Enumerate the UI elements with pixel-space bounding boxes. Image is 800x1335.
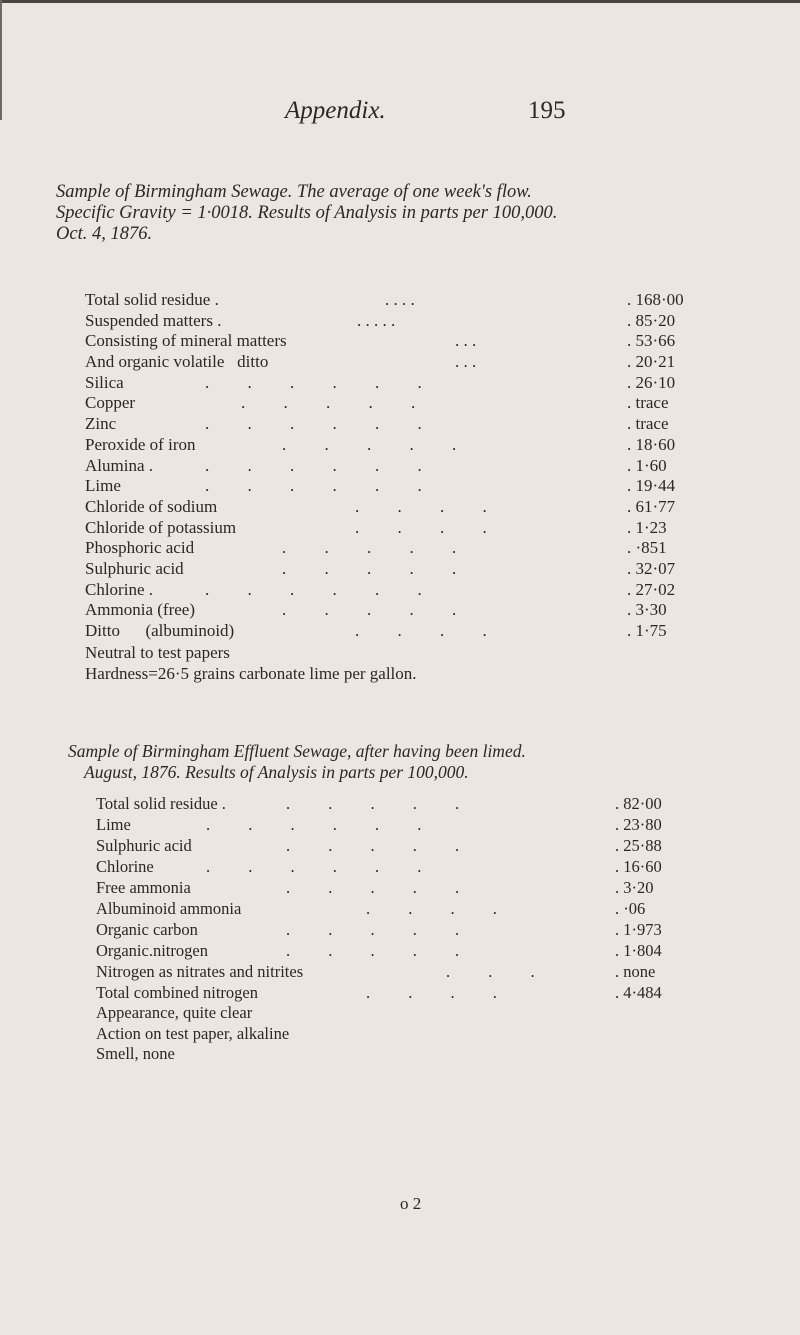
section2-caption (68, 741, 526, 782)
dot-leaders: . . . . . (282, 538, 457, 558)
row-label: Albuminoid ammonia (96, 899, 242, 918)
row-label: Lime (96, 815, 131, 834)
dot-leaders: . . . (455, 331, 477, 351)
page-edge-left (0, 0, 2, 120)
table-row (85, 538, 705, 559)
table-row (85, 435, 705, 456)
section2-note-action: Action on test paper, alkaline (96, 1023, 290, 1043)
row-value: . 3·30 (627, 600, 667, 620)
table-row (85, 518, 705, 539)
table-row (96, 835, 706, 856)
table-row (96, 814, 706, 835)
table-row (96, 919, 706, 940)
dot-leaders: . . . . (355, 517, 487, 537)
section2-note-appearance: Appearance, quite clear (96, 1003, 253, 1022)
running-title: Appendix. (285, 97, 386, 124)
row-value: . 4·484 (615, 983, 662, 1002)
row-value: . 3·20 (615, 878, 654, 897)
row-label: Organic carbon (96, 920, 198, 939)
dot-leaders: . . . . (366, 983, 497, 1002)
dot-leaders: . . . . . (282, 600, 457, 620)
dot-leaders: . . . . (366, 899, 497, 918)
dot-leaders: . . . . . (282, 558, 457, 578)
table-row (85, 497, 705, 518)
row-value: . 20·21 (627, 352, 676, 372)
row-value: . 1·973 (615, 920, 662, 939)
row-label: Ammonia (free) (85, 600, 195, 620)
table-row (85, 352, 705, 373)
row-label: Lime (85, 476, 121, 496)
dot-leaders: . . . (455, 352, 477, 372)
row-label: Chlorine . (85, 579, 153, 599)
dot-leaders: . . . . . . (206, 815, 422, 834)
table-row (85, 393, 705, 414)
table-row (85, 559, 705, 580)
table-row (85, 580, 705, 601)
row-value: . 53·66 (627, 331, 676, 351)
row-label: Total solid residue . (85, 290, 219, 309)
row-value: . 168·00 (627, 290, 684, 309)
section1-caption-line2: Specific Gravity = 1·0018. Results of Analysis in parts per 100,000. (56, 203, 558, 223)
row-value: . none (615, 962, 656, 981)
table-row (85, 373, 705, 394)
row-value: . 26·10 (627, 372, 676, 392)
table-row (96, 982, 706, 1003)
row-label: Chloride of sodium (85, 496, 218, 516)
section1-table (85, 290, 705, 684)
dot-leaders: . . . . . . (205, 476, 422, 496)
row-value: . ·851 (627, 538, 667, 558)
row-label: Zinc (85, 414, 117, 434)
row-label: Sulphuric acid (96, 836, 192, 855)
section2-caption-line2: August, 1876. Results of Analysis in parts per 100,000. (84, 761, 469, 782)
table-row (85, 456, 705, 477)
row-label: Silica (85, 372, 124, 392)
row-label: Sulphuric acid (85, 558, 184, 578)
row-label: Consisting of mineral matters (85, 331, 287, 351)
table-row (96, 877, 706, 898)
page-edge-top (0, 0, 800, 3)
dot-leaders: . . . . (355, 621, 487, 640)
dot-leaders: . . . . (355, 496, 487, 516)
row-value: . 85·20 (627, 310, 676, 330)
row-label: Total solid residue . (96, 794, 226, 813)
section2-table (96, 793, 706, 1065)
dot-leaders: . . . . . (286, 878, 460, 897)
row-label: Peroxide of iron (85, 434, 196, 454)
table-row (85, 311, 705, 332)
row-value: . 1·804 (615, 941, 662, 960)
row-label: Free ammonia (96, 878, 191, 897)
section1-note-neutral: Neutral to test papers (85, 642, 230, 662)
row-label: Suspended matters . (85, 310, 222, 330)
row-value: . 16·60 (615, 857, 662, 876)
row-label: Copper (85, 393, 136, 413)
row-value: . ·06 (615, 899, 646, 918)
table-row (96, 940, 706, 961)
table-row (85, 600, 705, 621)
table-row (85, 414, 705, 435)
row-value: . 19·44 (627, 476, 676, 496)
row-value: . 1·23 (627, 517, 667, 537)
table-row (96, 856, 706, 877)
row-label: And organic volatile ditto (85, 352, 269, 372)
dot-leaders: . . . . . (286, 920, 460, 939)
row-value: . 23·80 (615, 815, 662, 834)
section2-caption-line1: Sample of Birmingham Effluent Sewage, after having been limed. (68, 741, 526, 761)
row-value: . 27·02 (627, 579, 676, 599)
row-value: . 25·88 (615, 836, 662, 855)
section1-caption-line1: Sample of Birmingham Sewage. The average of one week's flow. (56, 182, 532, 202)
table-row (96, 793, 706, 814)
row-value: . 32·07 (627, 558, 676, 578)
dot-leaders: . . . . . . (205, 455, 422, 475)
dot-leaders: . . . . . . (205, 414, 422, 434)
table-row (85, 331, 705, 352)
row-label: Ditto (albuminoid) (85, 621, 235, 640)
section1-caption-line3: Oct. 4, 1876. (56, 224, 153, 244)
row-value: . trace (627, 393, 669, 413)
row-value: . 82·00 (615, 794, 662, 813)
row-label: Chloride of potassium (85, 517, 237, 537)
section1-caption (56, 182, 557, 245)
row-value: . 61·77 (627, 496, 676, 516)
row-label: Nitrogen as nitrates and nitrites (96, 962, 304, 981)
table-row (85, 476, 705, 497)
row-label: Phosphoric acid (85, 538, 195, 558)
dot-leaders: . . . . . . (206, 857, 422, 876)
page-number: 195 (528, 97, 566, 124)
row-value: . trace (627, 414, 669, 434)
table-row (96, 898, 706, 919)
dot-leaders: . . . . (385, 290, 415, 309)
table-row (96, 961, 706, 982)
dot-leaders: . . . . . (282, 434, 457, 454)
signature-mark: o 2 (400, 1194, 422, 1213)
section2-note-smell: Smell, none (96, 1044, 175, 1063)
table-row (85, 621, 705, 642)
row-value: . 1·60 (627, 455, 667, 475)
row-label: Alumina . (85, 455, 153, 475)
section1-note-hardness: Hardness=26·5 grains carbonate lime per gallon. (85, 663, 417, 683)
dot-leaders: . . . . . . (205, 579, 422, 599)
row-label: Chlorine (96, 857, 154, 876)
row-label: Total combined nitrogen (96, 983, 258, 1002)
dot-leaders: . . . (446, 962, 535, 981)
dot-leaders: . . . . . (357, 310, 396, 330)
row-value: . 18·60 (627, 434, 676, 454)
dot-leaders: . . . . . (286, 794, 460, 813)
table-row (85, 290, 705, 311)
dot-leaders: . . . . . . (205, 372, 422, 392)
dot-leaders: . . . . . (286, 836, 460, 855)
row-label: Organic.nitrogen (96, 941, 208, 960)
dot-leaders: . . . . . (286, 941, 460, 960)
row-value: . 1·75 (627, 621, 667, 640)
dot-leaders: . . . . . (241, 393, 416, 413)
